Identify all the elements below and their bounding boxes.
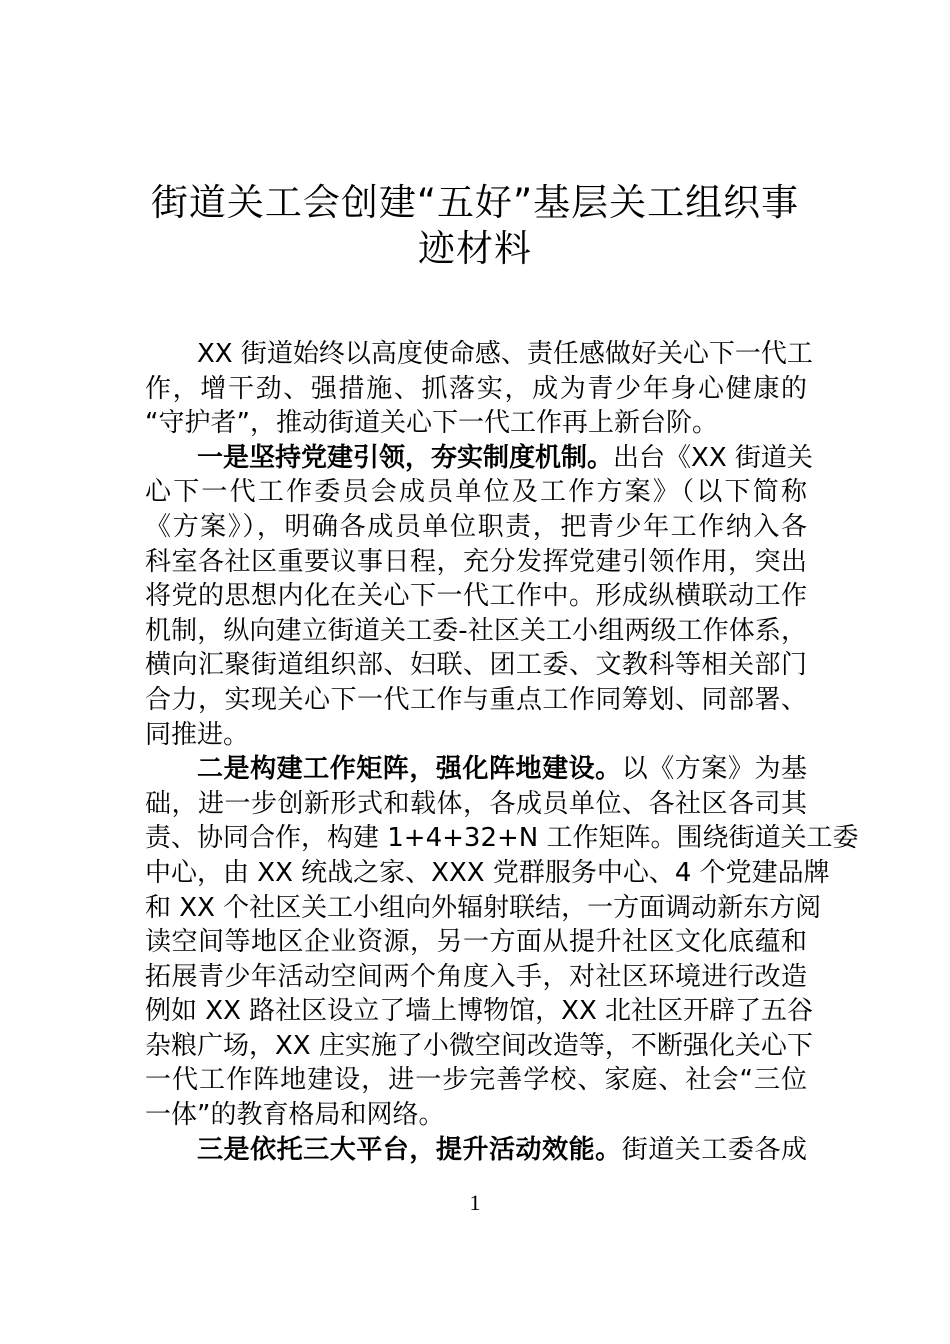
line-text: 机制，纵向建立街道关工委-社区关工小组两级工作体系，	[145, 615, 807, 646]
document-body	[145, 337, 859, 1167]
text-line	[145, 718, 807, 753]
paragraph	[145, 1133, 807, 1168]
text-line	[145, 1063, 807, 1098]
paragraph-heading: 三是依托三大平台，提升活动效能。	[197, 1134, 622, 1165]
line-text: 街道关工委各成	[621, 1134, 807, 1165]
line-text: 础，进一步创新形式和载体，各成员单位、各社区各司其	[145, 788, 807, 819]
paragraph	[145, 441, 813, 752]
text-line	[145, 579, 807, 614]
text-line	[145, 856, 830, 891]
line-text: 一体”的教育格局和网络。	[145, 1100, 445, 1131]
line-text: 读空间等地区企业资源，另一方面从提升社区文化底蕴和	[145, 927, 807, 958]
line-text: 拓展青少年活动空间两个角度入手，对社区环境进行改造	[145, 961, 807, 992]
paragraph-heading: 一是坚持党建引领，夯实制度机制。	[197, 442, 614, 473]
line-text: 同推进。	[145, 719, 250, 750]
text-line	[145, 821, 859, 856]
text-line	[145, 1098, 807, 1133]
text-line	[145, 510, 807, 545]
document-title-line-2: 迹材料	[418, 227, 532, 270]
line-text: 心下一代工作委员会成员单位及工作方案》（以下简称	[145, 477, 807, 508]
text-line	[145, 406, 807, 441]
text-line	[145, 441, 813, 476]
text-line	[145, 994, 814, 1029]
line-text: 科室各社区重要议事日程，充分发挥党建引领作用，突出	[145, 546, 807, 577]
line-text: 例如 XX 路社区设立了墙上博物馆，XX 北社区开辟了五谷	[145, 996, 814, 1027]
line-text: “守护者”，推动街道关心下一代工作再上新台阶。	[145, 408, 718, 439]
paragraph-heading: 二是构建工作矩阵，强化阵地建设。	[197, 754, 622, 785]
page-number: 1	[469, 1190, 481, 1215]
text-line	[145, 752, 807, 787]
text-line	[145, 925, 807, 960]
line-text: 杂粮广场，XX 庄实施了小微空间改造等，不断强化关心下	[145, 1030, 813, 1061]
text-line	[145, 891, 822, 926]
line-text: 以《方案》为基	[621, 754, 807, 785]
document-title-line-1: 街道关工会创建“五好”基层关工组织事	[150, 181, 800, 224]
line-text: 责、协同合作，构建 1+4+32+N 工作矩阵。围绕街道关工委	[145, 823, 859, 854]
paragraph	[145, 337, 813, 441]
line-text: 出台《XX 街道关	[613, 442, 813, 473]
paragraph	[145, 752, 859, 1133]
text-line	[145, 787, 807, 822]
line-text: 中心，由 XX 统战之家、XXX 党群服务中心、4 个党建品牌	[145, 857, 830, 888]
text-line	[145, 1133, 807, 1168]
text-line	[145, 614, 807, 649]
text-line	[145, 960, 807, 995]
line-text: 将党的思想内化在关心下一代工作中。形成纵横联动工作	[145, 581, 807, 612]
text-line	[145, 683, 807, 718]
line-text: 和 XX 个社区关工小组向外辐射联结，一方面调动新东方阅	[145, 892, 822, 923]
line-text: XX 街道始终以高度使命感、责任感做好关心下一代工	[197, 339, 813, 369]
line-text: 横向汇聚街道组织部、妇联、团工委、文教科等相关部门	[145, 650, 807, 681]
text-line	[145, 648, 807, 683]
text-line	[145, 337, 813, 372]
line-text: 合力，实现关心下一代工作与重点工作同筹划、同部署、	[145, 684, 807, 715]
text-line	[145, 475, 807, 510]
text-line	[145, 1029, 813, 1064]
text-line	[145, 372, 807, 407]
line-text: 一代工作阵地建设，进一步完善学校、家庭、社会“三位	[145, 1065, 807, 1096]
line-text: 作，增干劲、强措施、抓落实，成为青少年身心健康的	[145, 373, 807, 404]
line-text: 《方案》），明确各成员单位职责，把青少年工作纳入各	[145, 511, 807, 542]
text-line	[145, 545, 807, 580]
